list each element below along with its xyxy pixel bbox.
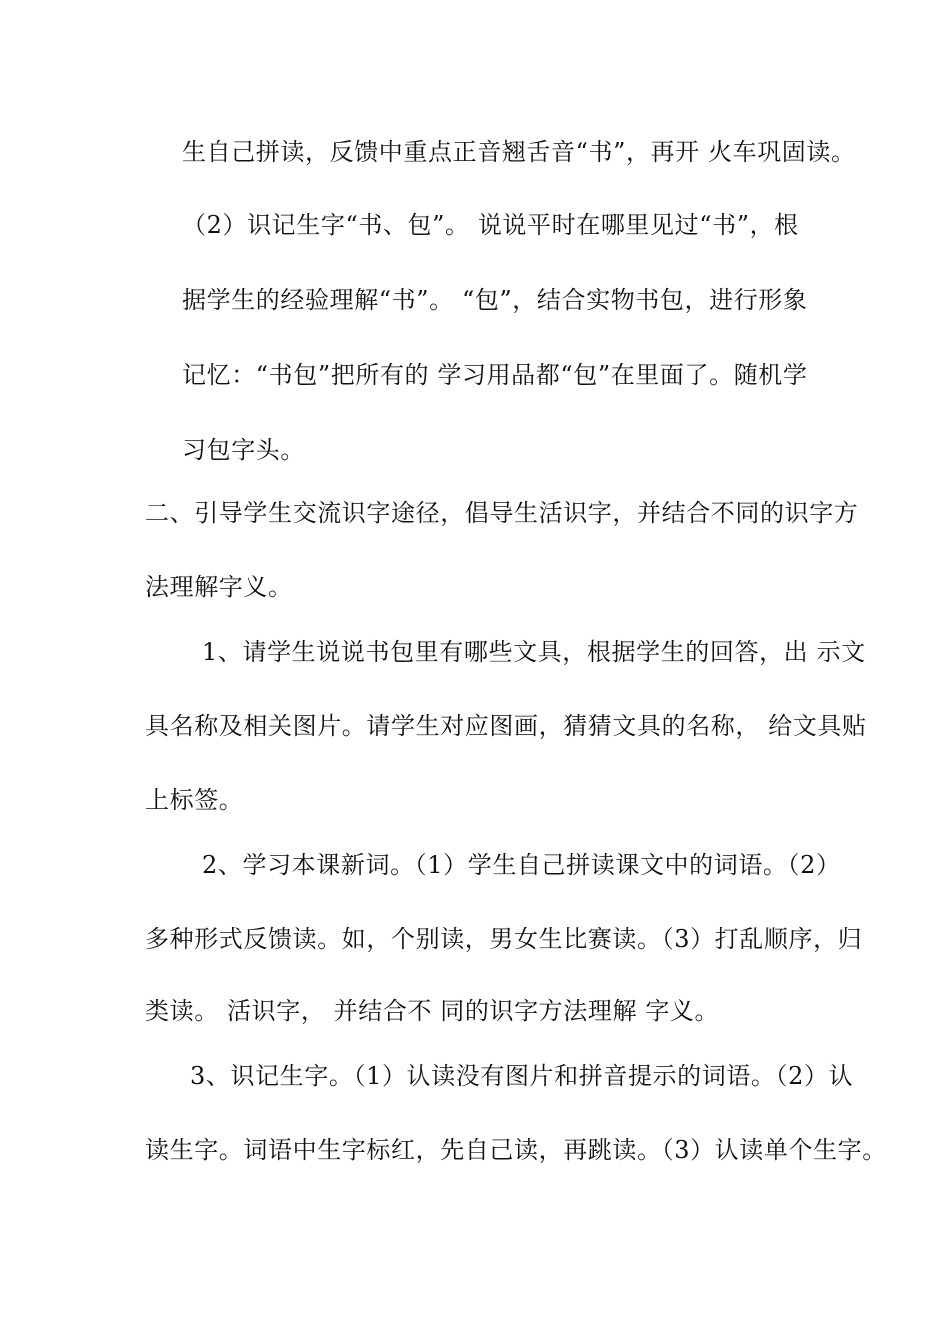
text-line-14: 3、识记生字。（1）认读没有图片和拼音提示的词语。（2）认 — [190, 1062, 854, 1090]
text-line-13: 类读。 活识字， 并结合不 同的识字方法理解 字义。 — [145, 997, 720, 1025]
text-line-2: （2）识记生字“书、包”。 说说平时在哪里见过“书”，根 — [182, 211, 799, 239]
text-line-15: 读生字。词语中生字标红，先自己读，再跳读。（3）认读单个生字。 — [145, 1136, 887, 1164]
text-line-8: 1、请学生说说书包里有哪些文具，根据学生的回答，出 示文 — [202, 638, 866, 666]
text-line-3: 据学生的经验理解“书”。 “包”，结合实物书包，进行形象 — [182, 286, 808, 314]
text-line-12: 多种形式反馈读。如，个别读，男女生比赛读。（3）打乱顺序，归 — [145, 925, 863, 953]
text-line-7: 法理解字义。 — [145, 573, 293, 601]
text-line-9: 具名称及相关图片。请学生对应图画，猜猜文具的名称， 给文具贴 — [145, 712, 867, 740]
text-line-4: 记忆：“书包”把所有的 学习用品都“包”在里面了。随机学 — [182, 361, 808, 389]
text-line-5: 习包字头。 — [182, 436, 305, 464]
section-heading: 二、引导学生交流识字途径，倡导生活识字，并结合不同的识字方 — [145, 499, 859, 527]
text-line-1: 生自己拼读，反馈中重点正音翘舌音“书”，再开 火车巩固读。 — [182, 138, 856, 166]
text-line-10: 上标签。 — [145, 786, 244, 814]
text-line-11: 2、学习本课新词。（1）学生自己拼读课文中的词语。（2） — [202, 851, 841, 879]
